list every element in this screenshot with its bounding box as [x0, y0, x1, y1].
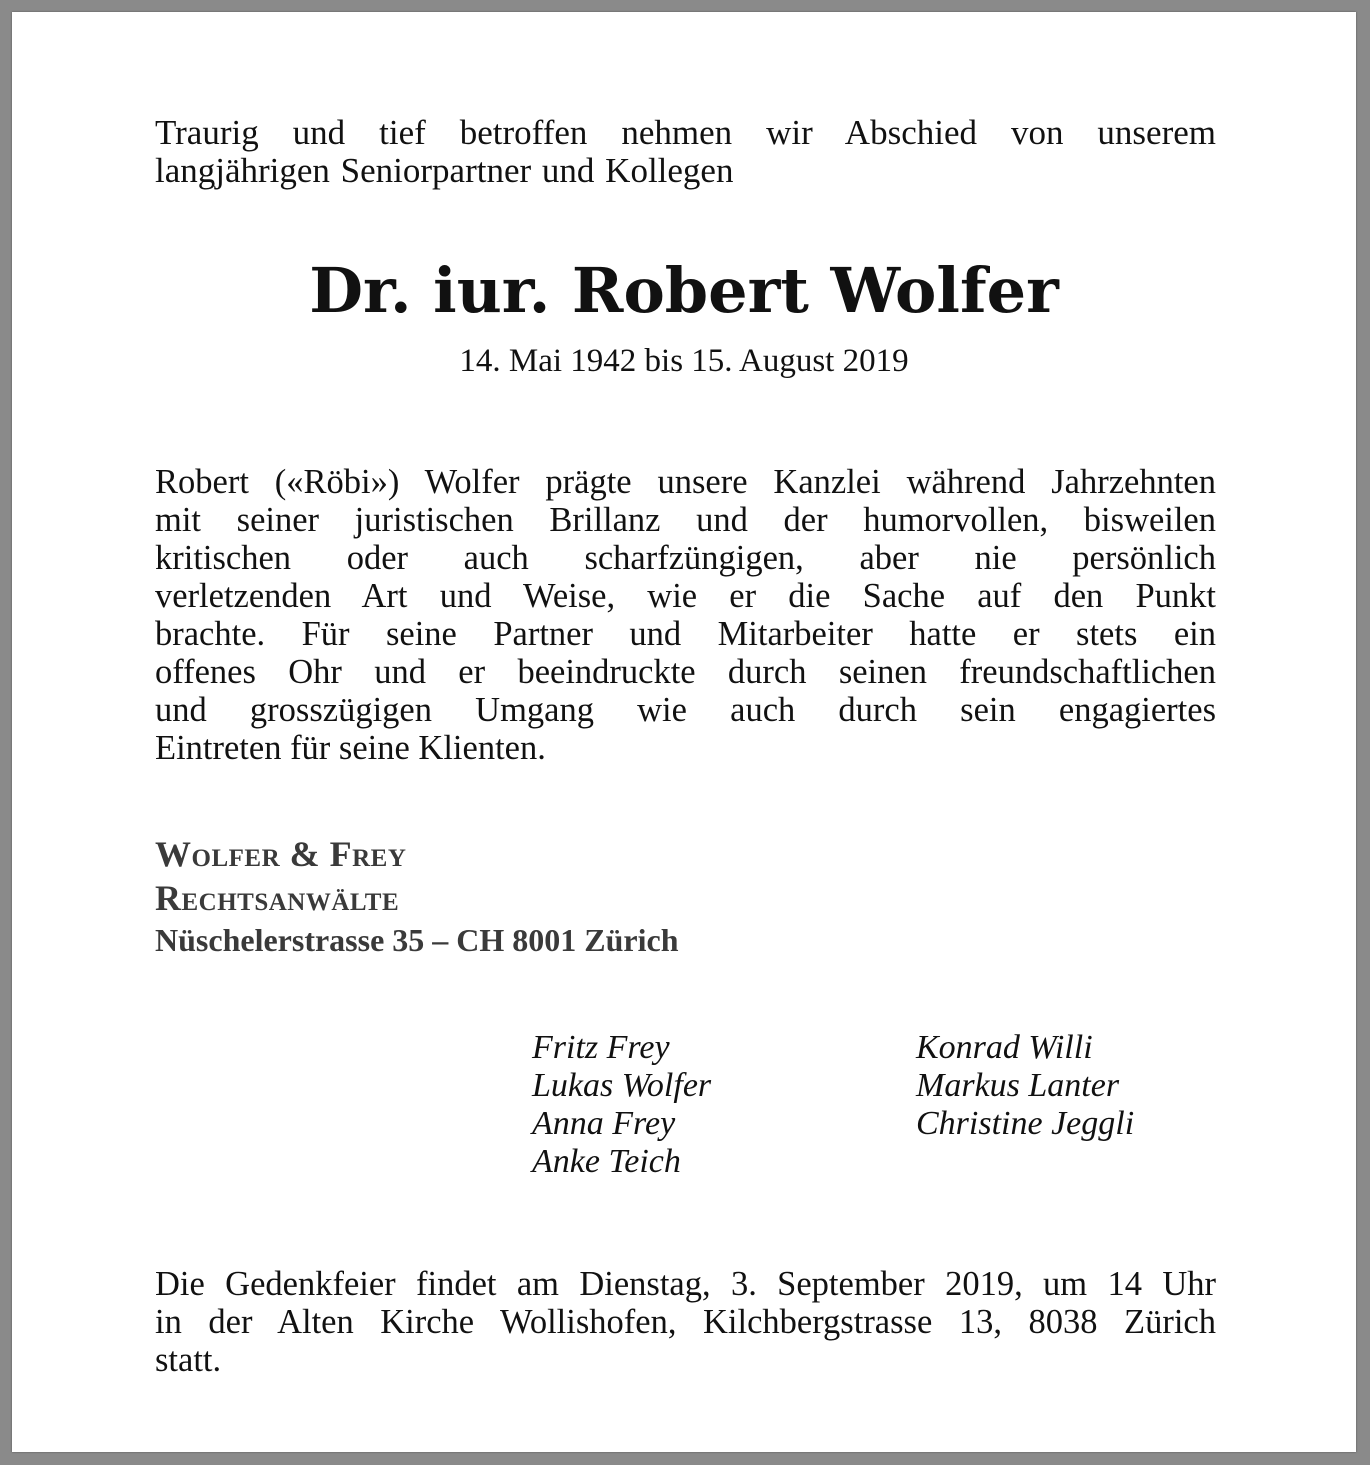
- memorial-line: statt.: [155, 1341, 222, 1379]
- firm-block: [155, 832, 679, 960]
- tribute-paragraph: [155, 463, 1216, 767]
- signatories-column-1: [532, 1029, 711, 1181]
- signatory-name: Fritz Frey: [532, 1029, 670, 1066]
- memorial-notice: [155, 1265, 1216, 1379]
- memorial-line: in der Alten Kirche Wollishofen, Kilchbergstrasse 13, 8038 Zürich: [155, 1303, 1216, 1341]
- obituary-page: [12, 12, 1356, 1452]
- tribute-line: und grosszügigen Umgang wie auch durch sein engagiertes: [155, 691, 1216, 729]
- intro-line: Traurig und tief betroffen nehmen wir Abschied von unserem: [155, 113, 1216, 152]
- signatory-name: Markus Lanter: [916, 1067, 1120, 1104]
- signatory-name: Anna Frey: [532, 1105, 676, 1142]
- memorial-line: Die Gedenkfeier findet am Dienstag, 3. September 2019, um 14 Uhr: [155, 1265, 1216, 1303]
- tribute-line: Eintreten für seine Klienten.: [155, 729, 546, 767]
- tribute-line: brachte. Für seine Partner und Mitarbeiter hatte er stets ein: [155, 615, 1216, 653]
- signatory-name: Christine Jeggli: [916, 1105, 1135, 1142]
- intro-text: [155, 114, 1216, 190]
- tribute-line: Robert («Röbi») Wolfer prägte unsere Kanzlei während Jahrzehnten: [155, 463, 1216, 501]
- firm-name: Wolfer & Frey: [155, 834, 407, 874]
- life-dates: 14. Mai 1942 bis 15. August 2019: [459, 343, 909, 379]
- firm-address: Nüschelerstrasse 35 – CH 8001 Zürich: [155, 922, 679, 958]
- deceased-name: Dr. iur. Robert Wolfer: [309, 254, 1059, 327]
- signatory-name: Lukas Wolfer: [532, 1067, 712, 1104]
- signatories-column-2: [916, 1029, 1134, 1143]
- tribute-line: verletzenden Art und Weise, wie er die Sache auf den Punkt: [155, 577, 1216, 615]
- signatory-name: Konrad Willi: [916, 1029, 1093, 1066]
- signatory-name: Anke Teich: [532, 1143, 681, 1180]
- tribute-line: kritischen oder auch scharfzüngigen, aber nie persönlich: [155, 539, 1216, 577]
- intro-line: langjährigen Seniorpartner und Kollegen: [155, 151, 734, 190]
- firm-subtitle: Rechtsanwälte: [155, 878, 400, 918]
- tribute-line: mit seiner juristischen Brillanz und der humorvollen, bisweilen: [155, 501, 1216, 539]
- tribute-line: offenes Ohr und er beeindruckte durch seinen freundschaftlichen: [155, 653, 1216, 691]
